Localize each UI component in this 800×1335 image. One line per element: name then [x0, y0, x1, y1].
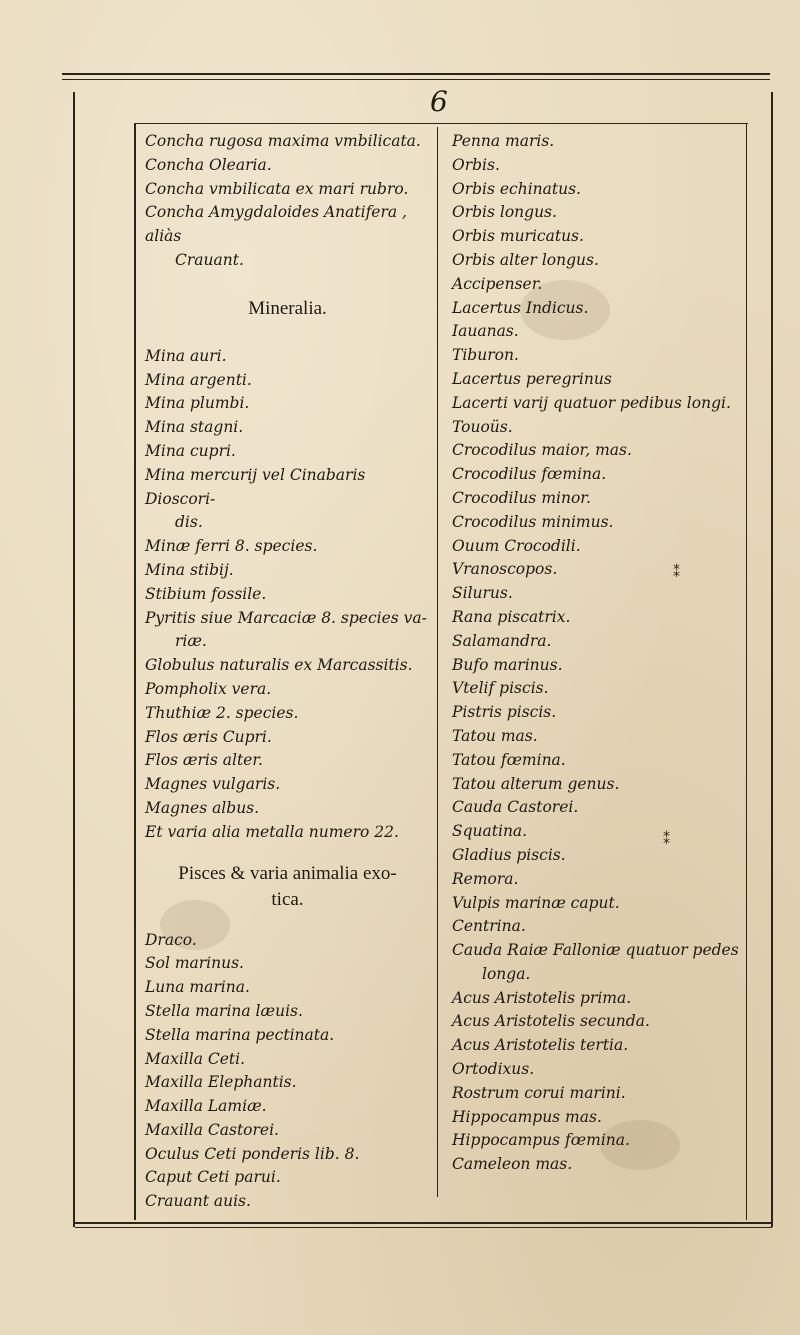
entry-text: Mina mercurij vel Cinabaris Dioscori-: [145, 465, 366, 508]
entry-text: Crocodilus minimus.: [452, 512, 614, 531]
entry-text: Flos æris Cupri.: [145, 727, 272, 746]
entry-text: Sol marinus.: [145, 954, 244, 973]
list-item: [452, 225, 742, 249]
list-item: [145, 440, 430, 464]
entry-text: Maxilla Elephantis.: [145, 1073, 297, 1092]
entry-text: Tatou mas.: [452, 726, 538, 745]
inner-right-border: [746, 124, 747, 1220]
list-item: [145, 1071, 430, 1095]
minerals-list: [145, 345, 430, 845]
list-item: [452, 606, 742, 630]
entry-text: Concha Amygdaloides Anatifera , aliàs: [145, 203, 407, 246]
entry-text: Magnes albus.: [145, 798, 260, 817]
entry-text: Et varia alia metalla numero 22.: [145, 822, 399, 841]
entry-text: Crocodilus minor.: [452, 488, 591, 507]
entry-text: Crauant auis.: [145, 1192, 251, 1211]
bottom-rule: [75, 1222, 772, 1224]
list-item: [452, 320, 742, 344]
entry-text: Accipenser.: [452, 274, 543, 293]
entry-text: Penna maris.: [452, 132, 555, 150]
entry-text: Crocodilus maior, mas.: [452, 441, 632, 460]
list-item: [452, 701, 742, 725]
entry-text: Flos æris alter.: [145, 751, 263, 770]
entry-text: Tatou alterum genus.: [452, 774, 620, 793]
entry-text: Stibium fossile.: [145, 584, 267, 603]
entry-text: Mina stagni.: [145, 418, 244, 437]
entry-text: Concha Olearia.: [145, 155, 272, 174]
entry-text: Cameleon mas.: [452, 1155, 573, 1174]
entry-text: Centrina.: [452, 917, 526, 936]
list-item: [452, 1153, 742, 1177]
entry-text: Concha vmbilicata ex mari rubro.: [145, 179, 409, 198]
list-item: [452, 535, 742, 559]
entry-text: Hippocampus fœmina.: [452, 1131, 630, 1150]
top-rule: [62, 73, 770, 75]
list-item: [452, 439, 742, 463]
entry-text: Ortodixus.: [452, 1060, 535, 1079]
entry-continuation: riæ.: [175, 632, 207, 651]
entry-text: Orbis echinatus.: [452, 179, 581, 198]
list-item: [145, 1048, 430, 1072]
entry-continuation: Crauant.: [175, 250, 244, 269]
list-item: [452, 273, 742, 297]
list-item: [452, 344, 742, 368]
entry-text: Ouum Crocodili.: [452, 536, 581, 555]
list-item: [145, 1190, 430, 1214]
list-item: [452, 392, 742, 416]
list-item: [145, 726, 430, 750]
list-item: [452, 654, 742, 678]
entry-text: Lacerti varij quatuor pedibus longi.: [452, 393, 731, 412]
list-item: [452, 511, 742, 535]
entry-continuation: dis.: [175, 513, 203, 532]
list-item: [145, 797, 430, 821]
entry-text: Orbis.: [452, 155, 500, 174]
list-item: [452, 1058, 742, 1082]
entry-text: Rana piscatrix.: [452, 607, 571, 626]
list-item: [452, 773, 742, 797]
list-item: [145, 1000, 430, 1024]
list-item: [452, 154, 742, 178]
list-item: [452, 892, 742, 916]
entry-text: Magnes vulgaris.: [145, 775, 281, 794]
list-item: [452, 487, 742, 511]
list-item: [452, 987, 742, 1011]
list-item: [145, 702, 430, 726]
list-item: [452, 582, 742, 606]
list-item: [452, 868, 742, 892]
entry-text: Crocodilus fœmina.: [452, 465, 607, 484]
entry-text: Vulpis marinæ caput.: [452, 893, 620, 912]
entry-text: Squatina.: [452, 822, 528, 841]
list-item: [145, 678, 430, 702]
entry-text: Gladius piscis.: [452, 845, 566, 864]
list-item: [145, 535, 430, 559]
entry-continuation: longa.: [482, 964, 531, 983]
list-item: [452, 249, 742, 273]
list-item: [452, 178, 742, 202]
bottom-rule-thin: [75, 1227, 772, 1228]
section-heading-pisces: [145, 861, 430, 913]
list-item: [452, 297, 742, 321]
heading-line: Pisces & varia animalia exo-: [178, 862, 397, 884]
entry-text: Caput Ceti parui.: [145, 1168, 281, 1187]
list-item: [145, 464, 430, 535]
list-item: [145, 392, 430, 416]
entry-text: Concha rugosa maxima vmbilicata.: [145, 132, 421, 150]
list-item: [452, 630, 742, 654]
frame-left-border: [73, 92, 75, 1227]
entry-text: Vranoscopos.: [452, 560, 558, 579]
list-item: [145, 1095, 430, 1119]
entry-text: Maxilla Lamiæ.: [145, 1097, 267, 1116]
list-item: [452, 939, 742, 987]
pisces-list: [145, 929, 430, 1215]
list-item: [452, 1034, 742, 1058]
list-item: [452, 201, 742, 225]
entry-text: Mina stibij.: [145, 560, 234, 579]
list-item: [145, 130, 430, 154]
entry-text: Touoüs.: [452, 417, 513, 436]
column-divider: [437, 127, 438, 1197]
frame-right-border: [771, 92, 773, 1227]
list-item: [145, 559, 430, 583]
entry-text: Orbis muricatus.: [452, 227, 584, 246]
entry-text: Iauanas.: [452, 322, 519, 341]
entry-text: Remora.: [452, 869, 519, 888]
list-item: [145, 1143, 430, 1167]
entry-text: Rostrum corui marini.: [452, 1083, 626, 1102]
entry-text: Globulus naturalis ex Marcassitis.: [145, 656, 413, 675]
list-item: [145, 929, 430, 953]
entry-text: Acus Aristotelis tertia.: [452, 1036, 629, 1055]
entry-text: Pistris piscis.: [452, 703, 557, 722]
entry-text: Acus Aristotelis prima.: [452, 988, 632, 1007]
entry-text: Cauda Raiæ Falloniæ quatuor pedes: [452, 941, 739, 960]
entry-text: Maxilla Castorei.: [145, 1120, 279, 1139]
list-item: [145, 607, 430, 655]
list-item: [145, 201, 430, 272]
entry-text: Lacertus peregrinus: [452, 369, 612, 388]
list-item: [145, 976, 430, 1000]
list-item: [452, 725, 742, 749]
inner-left-border: [134, 124, 136, 1220]
list-item: [452, 749, 742, 773]
animals-list: [452, 130, 742, 1177]
list-item: [145, 178, 430, 202]
list-item: [452, 1129, 742, 1153]
entry-text: Bufo marinus.: [452, 655, 563, 674]
entry-text: Tatou fœmina.: [452, 750, 566, 769]
entry-text: Pompholix vera.: [145, 679, 272, 698]
entry-text: Acus Aristotelis secunda.: [452, 1012, 650, 1031]
entry-text: Stella marina læuis.: [145, 1001, 303, 1020]
list-item: [145, 952, 430, 976]
entry-text: Silurus.: [452, 584, 513, 603]
list-item: [452, 820, 742, 844]
entry-text: Mina argenti.: [145, 370, 252, 389]
list-item: [452, 1082, 742, 1106]
page-number: 6: [430, 85, 448, 118]
right-column: [452, 130, 742, 1177]
list-item: [452, 796, 742, 820]
section-heading-minerals: Mineralia.: [248, 297, 327, 319]
shell-list: [145, 130, 430, 273]
entry-text: Luna marina.: [145, 978, 250, 997]
entry-text: Orbis alter longus.: [452, 250, 599, 269]
entry-text: Lacertus Indicus.: [452, 298, 589, 317]
list-item: [145, 1119, 430, 1143]
header-rule: [134, 123, 748, 124]
list-item: [145, 416, 430, 440]
entry-text: Pyritis siue Marcaciæ 8. species va-: [145, 608, 427, 627]
list-item: [145, 821, 430, 845]
list-item: [145, 154, 430, 178]
list-item: [145, 749, 430, 773]
list-item: [145, 1024, 430, 1048]
entry-text: Maxilla Ceti.: [145, 1049, 246, 1068]
entry-text: Hippocampus mas.: [452, 1107, 602, 1126]
list-item: [452, 463, 742, 487]
list-item: [452, 368, 742, 392]
entry-text: Mina auri.: [145, 346, 227, 365]
list-item: [145, 654, 430, 678]
list-item: [452, 416, 742, 440]
list-item: [452, 130, 742, 154]
list-item: [452, 1010, 742, 1034]
entry-text: Minæ ferri 8. species.: [145, 537, 318, 556]
entry-text: Salamandra.: [452, 631, 552, 650]
entry-text: Orbis longus.: [452, 203, 557, 222]
list-item: [145, 583, 430, 607]
list-item: [452, 677, 742, 701]
entry-text: Cauda Castorei.: [452, 798, 579, 817]
list-item: [145, 345, 430, 369]
top-rule-thin: [62, 79, 770, 80]
left-column: [145, 130, 430, 1214]
list-item: [452, 558, 742, 582]
entry-text: Draco.: [145, 930, 197, 949]
printer-mark: ⁑: [663, 832, 670, 848]
entry-text: Mina cupri.: [145, 441, 236, 460]
list-item: [145, 773, 430, 797]
entry-text: Mina plumbi.: [145, 394, 250, 413]
printer-mark: ⁑: [673, 565, 680, 581]
list-item: [452, 915, 742, 939]
list-item: [145, 369, 430, 393]
heading-line: tica.: [271, 888, 304, 910]
entry-text: Thuthiæ 2. species.: [145, 703, 299, 722]
entry-text: Tiburon.: [452, 346, 519, 365]
entry-text: Oculus Ceti ponderis lib. 8.: [145, 1144, 360, 1163]
list-item: [452, 1106, 742, 1130]
entry-text: Vtelif piscis.: [452, 679, 549, 698]
list-item: [452, 844, 742, 868]
entry-text: Stella marina pectinata.: [145, 1025, 335, 1044]
list-item: [145, 1166, 430, 1190]
